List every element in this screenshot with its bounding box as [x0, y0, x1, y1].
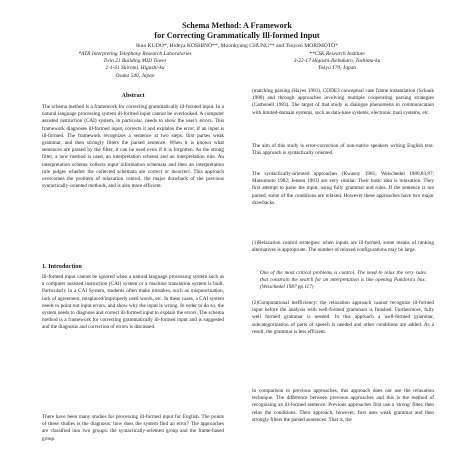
- title-line-1: Schema Method: A Framework: [182, 21, 292, 30]
- title-line-2: for Correcting Grammatically Ill-formed Input: [154, 31, 320, 40]
- body-paragraph: (2)Computational inefficiency: the relaxation approach cannot recognize ill-formed input before the analysis with well-formed grammars is finished. Furthermore, fully well formed grammar is needed. In this approach a well-formed grammar, subcategorization of parts of speech is needed and other conditions are added. As a result, the grammar is less efficient.: [252, 300, 434, 335]
- section-heading-introduction: 1. Introduction: [42, 263, 82, 270]
- abstract-heading: Abstract: [121, 92, 145, 99]
- affiliation-line: 3-22-17 Higashi-Ikebukuro, Toshima-ku: [293, 58, 381, 65]
- affiliation-line: Tokyo 170, Japan: [318, 65, 356, 72]
- block-quote: One of the most critical problems is control. The need to relax the very rules that constrain the search for an interpretation is like opening Pandora's box. (Weischedel 1987 pp.117): [260, 270, 426, 291]
- affiliation-line: 2-1-61 Shiromi, Higashi-ku: [105, 65, 165, 72]
- abstract-text: The schema method is a framework for correcting grammatically ill-formed input. In a natural language processing system ill-formed input cannot be overlooked. A computer assisted instruction (CAI) system, in particular, needs to show the user's errors. This framework diagnoses ill-formed input, corrects it and explains the error, if an input is ill-formed. The framework recognizes a sentence at two steps: first parses weak grammar, and then strongly filters the parsed sentence. When it is known what sentences are passed by the filter, it can be used even if it is forgotten. As the strong filter, a new method is used, an interpretation schema and an interpretation rule. An interpretation schema collects input information schemata and then an interpretation rule judges whether the collected schemata are correct or incorrect. This approach overcomes the problem of relaxation control, the major drawback of the previous syntactically-oriented methods, and is also more efficient.: [42, 104, 224, 190]
- body-paragraph: In comparison to previous approaches, this approach does not use the relaxation technique. The difference between previous approaches and this is the method of recognizing an ill-formed sentence. Previous approaches first use a 'strong' filter, then relax the conditions. Their approach, however, first uses weak grammar and then strongly filters the parsed sentences. That is, the: [252, 388, 434, 423]
- left-column: [42, 0, 224, 474]
- introduction-paragraph-2: There have been many studies for processing ill-formed input for English. The points of these studies is the diagnosis: how does the system find an error? The approaches are classified into two groups: the syntactically-oriented group and the frame-based group.: [42, 414, 224, 442]
- affiliation-line: Twin 21 Building MID Tower: [103, 58, 167, 65]
- affiliation-line: **CSK Research Institute: [309, 51, 365, 57]
- right-column: [252, 0, 434, 474]
- affiliation-line: *ATR Interpreting Telephony Research Laboratories: [78, 51, 192, 57]
- introduction-paragraph-1: Ill-formed input cannot be ignored when a natural language processing system such as a computer assisted instruction (CAI) system or a machine translation system is built. Particularly in a CAI System, students often make mistakes, such as mispunctuation, lack of agreement, misplaced/improperly used words, etc. In these cases, a CAI system needs to point out input errors, and show why the input is wrong. In order to do so, the system needs to diagnose and correct ill-formed input to explain the errors. The schema method is a framework for correcting grammatically ill-formed input and is suggested and the diagnosis and correction of errors is discussed.: [42, 274, 224, 331]
- body-paragraph: (1)Relaxation control strategies: when inputs are ill-formed, some means of ranking alternatives is appropriate. The number of relaxed configurations may be large.: [252, 240, 434, 254]
- body-paragraph: (matching parsing (Hayes 1981), CODE3 conceptual case frame instantiation (Schank 1980) and through approaches involving multiple cooperating parsing strategies (Carbonell 1983). The target of that study is dialogue phenomena in communication with limited-domain systems, such as data-base systems, electronic mail systems, etc.: [252, 88, 434, 116]
- affiliation-line: Osaka 540, Japan: [115, 72, 155, 79]
- body-paragraph: The aim of this study is error-correction of non-native speakers writing English text. This approach is syntactically oriented.: [252, 143, 434, 157]
- body-paragraph: The syntactically-oriented approaches (Kwasny 1981; Weischedel 1980,83,87; Matsumoto 1982; Jensen 1983) are very similar. Their basic idea is relaxation. They first attempt to parse the input, using fully grammar and rules. If the sentence is not parsed, some of the conditions are relaxed. However these approaches have two major drawbacks.: [252, 171, 434, 206]
- author-list: Ikuo KUDO*, Hideya KOSHINO**, Moonkyung CHUNG** and Tsuyosi MORIMOTO*: [135, 43, 339, 49]
